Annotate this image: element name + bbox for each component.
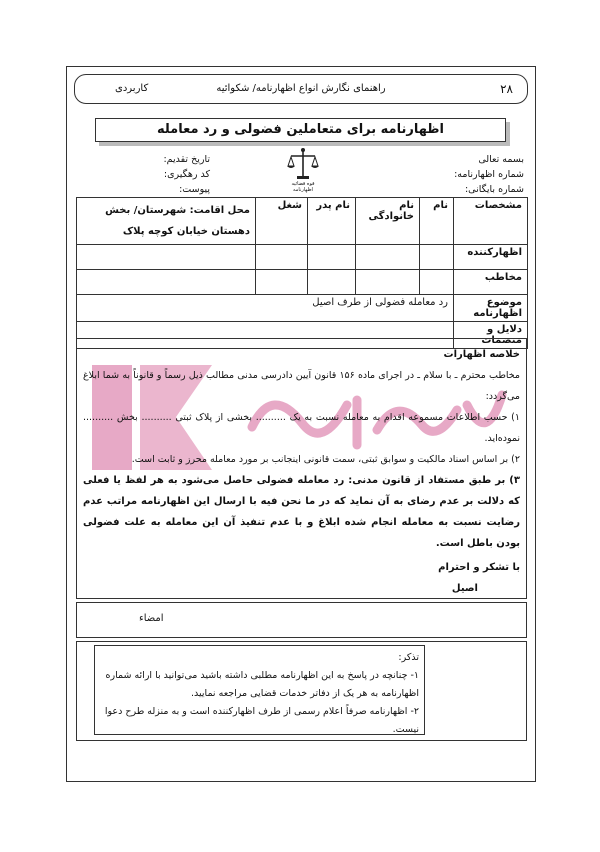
book-title: راهنمای نگارش انواع اظهارنامه/ شکوائیه: [216, 83, 386, 94]
addressee-job[interactable]: [256, 270, 308, 295]
note-1: ۱- چنانچه در پاسخ به این اظهارنامه مطلبی داشته باشید می‌توانید با ارائه شماره اظهارنامه به هر یک از دفاتر خدمات قضایی مراجعه نمایید.: [105, 670, 419, 699]
top-right-meta: [454, 152, 524, 197]
submit-date-label: تاریخ تقدیم:: [163, 154, 210, 165]
declarant-row: [77, 245, 528, 270]
notes-heading: تذکر:: [398, 652, 419, 663]
declarant-first-name[interactable]: [420, 245, 454, 270]
page-header: [74, 74, 528, 104]
notice-number-label: شماره اظهارنامه:: [454, 169, 524, 180]
summary-section: [76, 338, 527, 599]
declarant-label: اظهارکننده: [454, 245, 528, 270]
judiciary-emblem: [283, 146, 323, 196]
page-number: ۲۸: [500, 82, 513, 96]
col-specs: مشخصات: [454, 198, 528, 245]
tracking-code-label: کد رهگیری:: [163, 169, 210, 180]
col-residence: محل اقامت: شهرستان/ بخش دهستان خیابان کوچه پلاک: [77, 198, 256, 245]
declarant-job[interactable]: [256, 245, 308, 270]
notes-box: [94, 645, 425, 735]
parties-table: [76, 197, 528, 349]
summary-item-1: ۱) حسب اطلاعات مسموعه اقدام به معامله نسبت به یک .......... بخشی از پلاک ثبتی .......... بخش .......... نموده‌اید.: [83, 412, 520, 444]
signature-label: امضاء: [139, 613, 164, 624]
table-header-row: [77, 198, 528, 245]
col-first-name: نام: [420, 198, 454, 245]
emblem-caption: قوه قضائیه اظهارنامه: [291, 181, 315, 193]
subject-value[interactable]: رد معامله فضولی از طرف اصیل: [77, 295, 454, 322]
summary-item-2: ۲) بر اساس اسناد مالکیت و سوابق ثبتی، سمت قانونی اینجانب بر مورد معامله محرز و ثابت است.: [131, 454, 520, 465]
addressee-residence[interactable]: [77, 270, 256, 295]
col-job: شغل: [256, 198, 308, 245]
category-label: کاربردی: [115, 83, 149, 94]
summary-item-3: ۳) بر طبق مستفاد از قانون مدنی: رد معامله فضولی حاصل می‌شود به هر لفظ یا فعلی که دلالت بر عدم رضای به آن نماید که در ما نحن فیه با ارسال این اظهارنامه مراتب عدم رضایت نسبت به معامله انجام شده ابلاغ و با عدم تنفیذ آن این معامله به علت فضولی بودن باطل است.: [83, 475, 520, 549]
declarant-father-name[interactable]: [308, 245, 356, 270]
addressee-first-name[interactable]: [420, 270, 454, 295]
attachment-label: پیوست:: [179, 184, 210, 195]
closing-text: با تشکر و احترام: [438, 562, 520, 573]
signer-name: اصیل: [451, 583, 478, 594]
summary-intro: مخاطب محترم ـ با سلام ـ در اجرای ماده ۱۵۶ قانون آیین دادرسی مدنی مطالب ذیل رسماً و قانوناً به شما ابلاغ می‌گردد:: [83, 370, 520, 402]
subject-label: موضوع اظهارنامه: [454, 295, 528, 322]
form-title: اظهارنامه برای متعاملین فضولی و رد معامله: [95, 118, 506, 142]
summary-heading: خلاصه اظهارات: [443, 349, 520, 360]
addressee-last-name[interactable]: [356, 270, 420, 295]
basmala: بسمه تعالی: [478, 154, 524, 165]
evidence-label: دلایل و منضمات: [454, 322, 528, 349]
subject-row: [77, 295, 528, 322]
addressee-father-name[interactable]: [308, 270, 356, 295]
archive-number-label: شماره بایگانی:: [464, 184, 524, 195]
addressee-label: مخاطب: [454, 270, 528, 295]
col-father-name: نام پدر: [308, 198, 356, 245]
top-left-meta: [120, 152, 210, 197]
signature-box[interactable]: [76, 602, 527, 638]
addressee-row: [77, 270, 528, 295]
note-2: ۲- اظهارنامه صرفاً اعلام رسمی از طرف اظهارکننده است و به منزله طرح دعوا نیست.: [104, 706, 419, 735]
declarant-residence[interactable]: [77, 245, 256, 270]
col-last-name: نام خانوادگی: [356, 198, 420, 245]
declarant-last-name[interactable]: [356, 245, 420, 270]
